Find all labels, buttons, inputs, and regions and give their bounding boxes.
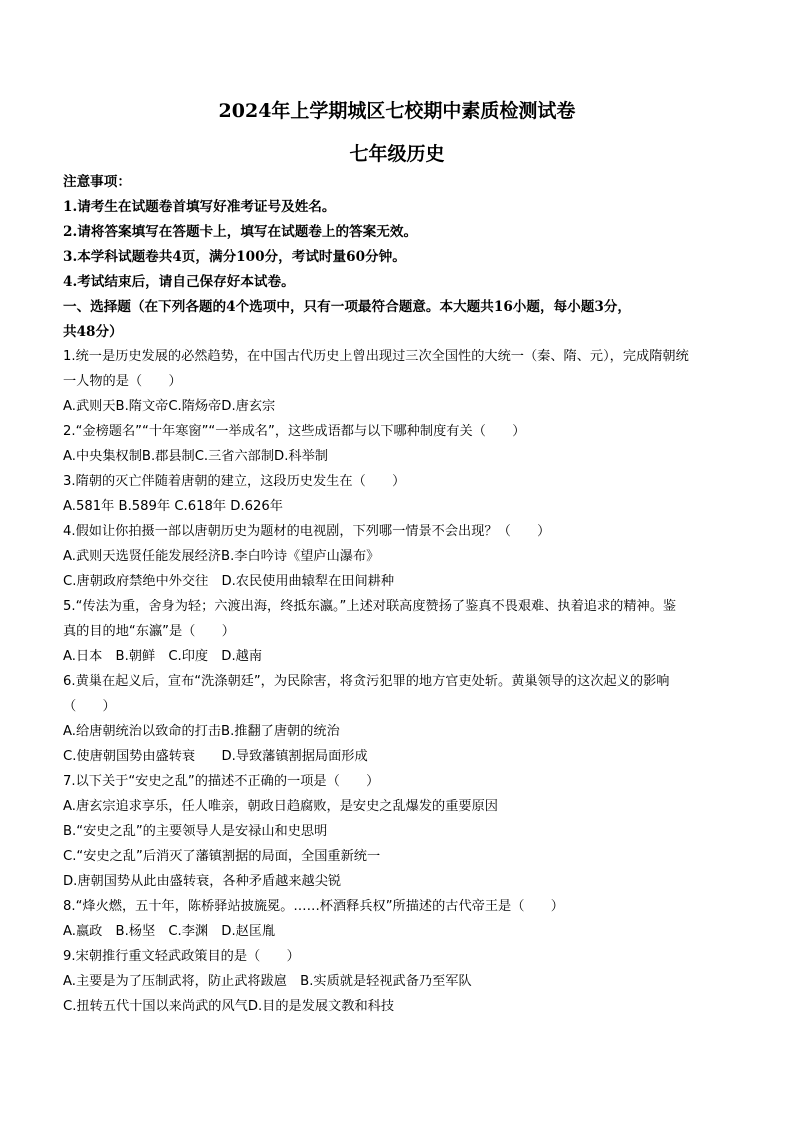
q5-stem: 5.“传法为重，舍身为轻；六渡出海，终抵东瀛。”上述对联高度赞扬了鉴真不畏艰难、执着追求的精神。鉴 — [63, 599, 677, 614]
q7-option-c: C.“安史之乱”后消灭了藩镇割据的局面，全国重新统一 — [63, 849, 381, 864]
q9-stem: 9.宋朝推行重文轻武政策目的是（ ） — [63, 949, 300, 964]
q6-options-2: C.使唐朝国势由盛转衰 D.导致藩镇割据局面形成 — [63, 749, 368, 764]
q7-option-a: A.唐玄宗追求享乐，任人唯亲，朝政日趋腐败，是安史之乱爆发的重要原因 — [63, 799, 498, 814]
section-heading: 一、选择题（在下列各题的4个选项中，只有一项最符合题意。本大题共16小题，每小题3分， — [63, 299, 631, 315]
notice-item-3: 3.本学科试题卷共4页，满分100分，考试时量60分钟。 — [63, 249, 406, 265]
notice-item-4: 4.考试结束后，请自己保存好本试卷。 — [63, 274, 295, 290]
section-heading-cont: 共48分） — [63, 324, 123, 340]
q6-stem: 6.黄巢在起义后，宣布“洗涤朝廷”，为民除害，将贪污犯罪的地方官吏处斩。黄巢领导的这次起义的影响 — [63, 674, 670, 689]
q4-stem: 4.假如让你拍摄一部以唐朝历史为题材的电视剧，下列哪一情景不会出现？（ ） — [63, 524, 551, 539]
q4-options-2: C.唐朝政府禁绝中外交往 D.农民使用曲辕犁在田间耕种 — [63, 574, 395, 589]
q2-stem: 2.“金榜题名”“十年寒窗”“一举成名”，这些成语都与以下哪种制度有关（ ） — [63, 424, 526, 439]
q5-stem-cont: 真的目的地“东瀛”是（ ） — [63, 624, 235, 639]
q9-options-1: A.主要是为了压制武将，防止武将跋扈 B.实质就是轻视武备乃至军队 — [63, 974, 472, 989]
q8-stem: 8.“烽火燃，五十年，陈桥驿站披旒冕。……杯酒释兵权”所描述的古代帝王是（ ） — [63, 899, 564, 914]
q6-options-1: A.给唐朝统治以致命的打击B.推翻了唐朝的统治 — [63, 724, 340, 739]
q7-stem: 7.以下关于“安史之乱”的描述不正确的一项是（ ） — [63, 774, 380, 789]
q1-stem-cont: 一人物的是（ ） — [63, 374, 182, 389]
q6-stem-cont: （ ） — [63, 699, 116, 714]
q7-option-b: B.“安史之乱”的主要领导人是安禄山和史思明 — [63, 824, 328, 839]
q5-options: A.日本 B.朝鲜 C.印度 D.越南 — [63, 649, 263, 664]
q3-options: A.581年 B.589年 C.618年 D.626年 — [63, 499, 283, 514]
q1-stem: 1.统一是历史发展的必然趋势，在中国古代历史上曾出现过三次全国性的大统一（秦、隋、元），完成隋朝统 — [63, 349, 689, 364]
notice-item-2: 2.请将答案填写在答题卡上，填写在试题卷上的答案无效。 — [63, 224, 418, 240]
q9-options-2: C.扭转五代十国以来尚武的风气D.目的是发展文教和科技 — [63, 999, 395, 1014]
q8-options: A.嬴政 B.杨坚 C.李渊 D.赵匡胤 — [63, 924, 276, 939]
q3-stem: 3.隋朝的灭亡伴随着唐朝的建立，这段历史发生在（ ） — [63, 474, 406, 489]
q7-option-d: D.唐朝国势从此由盛转衰，各种矛盾越来越尖锐 — [63, 874, 342, 889]
notice-item-1: 1.请考生在试题卷首填写好准考证号及姓名。 — [63, 199, 336, 215]
q1-options: A.武则天B.隋文帝C.隋炀帝D.唐玄宗 — [63, 399, 276, 414]
q4-options-1: A.武则天选贤任能发展经济B.李白吟诗《望庐山瀑布》 — [63, 549, 380, 564]
exam-title: 2024年上学期城区七校期中素质检测试卷 — [218, 100, 576, 122]
notice-heading: 注意事项： — [63, 174, 131, 190]
exam-subtitle: 七年级历史 — [349, 143, 445, 165]
q2-options: A.中央集权制B.郡县制C.三省六部制D.科举制 — [63, 449, 328, 464]
